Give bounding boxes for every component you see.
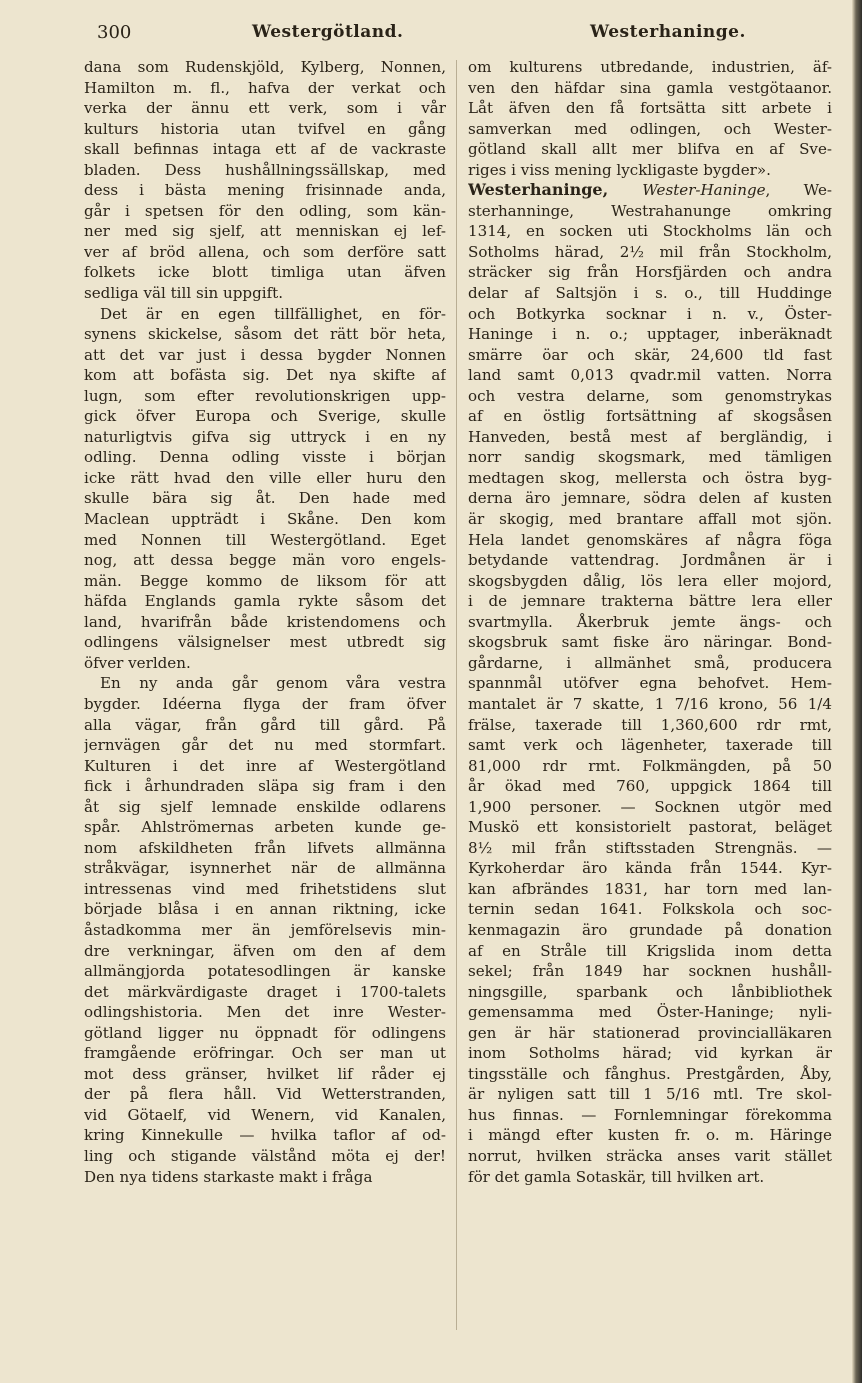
text-line: samt verk och lägenheter, taxerade till: [468, 736, 832, 755]
text-line: Det är en egen tillfällighet, en för-: [100, 304, 446, 323]
text-line: gemensamma med Öster-Haninge; nyli-: [468, 1003, 832, 1022]
text-line: verka der ännu ett verk, som i vår: [84, 99, 446, 118]
text-line: af en Stråle till Krigslida inom detta: [468, 941, 832, 960]
text-line: Maclean uppträdt i Skåne. Den kom: [84, 510, 446, 529]
text-line: kulturs historia utan tvifvel en gång: [84, 119, 446, 138]
text-line: allmängjorda potatesodlingen är kanske: [84, 962, 446, 981]
text-line: tingsställe och fånghus. Prestgården, Åby,: [468, 1064, 832, 1083]
text-line: Låt äfven den få fortsätta sitt arbete i: [468, 99, 832, 118]
text-line: gick öfver Europa och Sverige, skulle: [84, 407, 446, 426]
text-line: svartmylla. Åkerbruk jemte ängs- och: [468, 612, 832, 631]
text-line: mantalet är 7 skatte, 1 7/16 krono, 56 1/4: [468, 694, 832, 713]
text-line: icke rätt hvad den ville eller huru den: [84, 468, 446, 487]
text-line: odling. Denna odling visste i början: [84, 448, 446, 467]
text-line: betydande vattendrag. Jordmånen är i: [468, 551, 832, 570]
text-line: En ny anda går genom våra vestra: [100, 674, 446, 693]
text-line: Hamilton m. fl., hafva der verkat och: [84, 78, 446, 97]
text-line: åstadkomma mer än jemförelsevis min-: [84, 920, 446, 939]
text-line: skogsbygden dålig, lös lera eller mojord,: [468, 571, 832, 590]
left-column: [84, 57, 446, 1187]
text-line: Hanveden, bestå mest af bergländig, i: [468, 427, 832, 446]
text-line: alla vägar, från gård till gård. På: [84, 715, 446, 734]
text-line: naturligtvis gifva sig uttryck i en ny: [84, 427, 446, 446]
text-line: lugn, som efter revolutionskrigen upp-: [84, 386, 446, 405]
text-line: spår. Ahlströmernas arbeten kunde ge-: [84, 818, 446, 837]
text-line: norr sandig skogsmark, med tämligen: [468, 448, 832, 467]
right-column: [468, 57, 832, 1187]
text-line: intressenas vind med frihetstidens slut: [84, 879, 446, 898]
text-line: af en östlig fortsättning af skogsåsen: [468, 407, 832, 426]
text-line: ningsgille, sparbank och lånbibliothek: [468, 982, 832, 1001]
text-line: Kulturen i det inre af Westergötland: [84, 756, 446, 775]
text-line: 1,900 personer. — Socknen utgör med: [468, 797, 832, 816]
text-line: att det var just i dessa bygder Nonnen: [84, 345, 446, 364]
text-line: ner med sig sjelf, att menniskan ej lef-: [84, 222, 446, 241]
text-line: ven den häfdar sina gamla vestgötaanor.: [468, 78, 832, 97]
text-line: götland ligger nu öppnadt för odlingens: [84, 1023, 446, 1042]
text-line: synens skickelse, såsom det rätt bör heta,: [84, 325, 446, 344]
text-line: framgående eröfringar. Och ser man ut: [84, 1044, 446, 1063]
text-line: inom Sotholms härad; vid kyrkan är: [468, 1044, 832, 1063]
text-line: riges i viss mening lyckligaste bygder».: [468, 160, 771, 179]
right-running-title: Westerhaninge.: [590, 22, 746, 42]
text-line: kom att bofästa sig. Det nya skifte af: [84, 366, 446, 385]
text-line: land samt 0,013 qvadr.mil vatten. Norra: [468, 366, 832, 385]
text-line: sterhanninge, Westrahanunge omkring: [468, 201, 832, 220]
text-line: vid Götaelf, vid Wenern, vid Kanalen,: [84, 1105, 446, 1124]
text-line: åt sig sjelf lemnade enskilde odlarens: [84, 797, 446, 816]
text-line: bygder. Idéerna flyga der fram öfver: [84, 694, 446, 713]
text-line: i mängd efter kusten fr. o. m. Häringe: [468, 1126, 832, 1145]
text-line: kan afbrändes 1831, har torn med lan-: [468, 879, 832, 898]
text-line: Haninge i n. o.; upptager, inberäknadt: [468, 325, 832, 344]
text-line: dana som Rudenskjöld, Kylberg, Nonnen,: [84, 58, 446, 76]
text-line: i de jemnare trakterna bättre lera eller: [468, 592, 832, 611]
text-line: är nyligen satt till 1 5/16 mtl. Tre skol-: [468, 1085, 832, 1104]
text-line: och vestra delarne, som genomstrykas: [468, 386, 832, 405]
text-line: skogsbruk samt fiske äro näringar. Bond-: [468, 633, 832, 652]
text-line: hus finnas. — Fornlemningar förekomma: [468, 1105, 832, 1124]
text-line: Muskö ett konsistorielt pastorat, beläget: [468, 818, 832, 837]
page-header: [0, 22, 862, 52]
text-line: delar af Saltsjön i s. o., till Huddinge: [468, 284, 832, 303]
text-line: samverkan med odlingen, och Wester-: [468, 119, 832, 138]
text-line: norrut, hvilken sträcka anses varit stället: [468, 1146, 832, 1165]
text-line: gen är här stationerad provincialläkaren: [468, 1023, 832, 1042]
text-line: med Nonnen till Westergötland. Eget: [84, 530, 446, 549]
column-divider: [456, 60, 457, 1330]
text-line: fick i århundraden släpa sig fram i den: [84, 777, 446, 796]
page-number: 300: [97, 22, 132, 43]
text-line: medtagen skog, mellersta och östra byg-: [468, 468, 832, 487]
text-line: det märkvärdigaste draget i 1700-talets: [84, 982, 446, 1001]
text-line: frälse, taxerade till 1,360,600 rdr rmt,: [468, 715, 832, 734]
page-edge: [852, 0, 862, 1383]
text-line: Kyrkoherdar äro kända från 1544. Kyr-: [468, 859, 832, 878]
text-line: derna äro jemnare, södra delen af kusten: [468, 489, 832, 508]
text-line: Den nya tidens starkaste makt i fråga: [84, 1167, 373, 1186]
text-line: började blåsa i en annan riktning, icke: [84, 900, 446, 919]
text-line: år ökad med 760, uppgick 1864 till: [468, 777, 832, 796]
text-line: sedliga väl till sin uppgift.: [84, 284, 284, 303]
text-line: nog, att dessa begge män voro engels-: [84, 551, 446, 570]
text-line: om kulturens utbredande, industrien, äf-: [468, 58, 832, 76]
text-line: folkets icke blott timliga utan äfven: [84, 263, 446, 282]
text-line: dess i bästa mening frisinnade anda,: [84, 181, 446, 200]
text-line: smärre öar och skär, 24,600 tld fast: [468, 345, 832, 364]
text-line: häfda Englands gamla rykte såsom det: [84, 592, 446, 611]
text-line: män. Begge kommo de liksom för att: [84, 571, 446, 590]
text-line: odlingens välsignelser mest utbredt sig: [84, 633, 446, 652]
text-line: kenmagazin äro grundade på donation: [468, 920, 832, 939]
text-line: för det gamla Sotaskär, till hvilken art.: [468, 1167, 765, 1186]
text-line: der på flera håll. Vid Wetterstranden,: [84, 1085, 446, 1104]
text-line: 8½ mil från stiftsstaden Strengnäs. —: [468, 838, 832, 857]
text-line: skall befinnas intaga ett af de vackraste: [84, 140, 446, 159]
text-line: dre verkningar, äfven om den af dem: [84, 941, 446, 960]
text-line: gårdarne, i allmänhet små, producera: [468, 653, 832, 672]
text-line: nom afskildheten från lifvets allmänna: [84, 838, 446, 857]
text-line: ternin sedan 1641. Folkskola och soc-: [468, 900, 832, 919]
text-line: Westerhaninge, Wester-Haninge, We-: [468, 180, 832, 200]
text-line: 81,000 rdr rmt. Folkmängden, på 50: [468, 756, 832, 775]
text-line: mot dess gränser, hvilket lif råder ej: [84, 1064, 446, 1083]
text-line: öfver verlden.: [84, 653, 191, 672]
text-line: är skogig, med brantare affall mot sjön.: [468, 510, 832, 529]
text-line: sekel; från 1849 har socknen hushåll-: [468, 962, 832, 981]
text-line: land, hvarifrån både kristendomens och: [84, 612, 446, 631]
text-line: sträcker sig från Horsfjärden och andra: [468, 263, 832, 282]
text-line: ling och stigande välstånd möta ej der!: [84, 1146, 446, 1165]
text-line: och Botkyrka socknar i n. v., Öster-: [468, 304, 832, 323]
text-line: jernvägen går det nu med stormfart.: [84, 736, 446, 755]
text-line: götland skall allt mer blifva en af Sve-: [468, 140, 832, 159]
text-line: går i spetsen för den odling, som kän-: [84, 201, 446, 220]
text-line: Hela landet genomskäres af några föga: [468, 530, 832, 549]
text-line: Sotholms härad, 2½ mil från Stockholm,: [468, 242, 832, 261]
text-line: 1314, en socken uti Stockholms län och: [468, 222, 832, 241]
text-line: spannmål utöfver egna behofvet. Hem-: [468, 674, 832, 693]
text-line: stråkvägar, isynnerhet när de allmänna: [84, 859, 446, 878]
text-line: skulle bära sig åt. Den hade med: [84, 489, 446, 508]
text-line: ver af bröd allena, och som derföre satt: [84, 242, 446, 261]
text-line: kring Kinnekulle — hvilka taflor af od-: [84, 1126, 446, 1145]
text-line: odlingshistoria. Men det inre Wester-: [84, 1003, 446, 1022]
text-line: bladen. Dess hushållningssällskap, med: [84, 160, 446, 179]
left-running-title: Westergötland.: [252, 22, 404, 42]
